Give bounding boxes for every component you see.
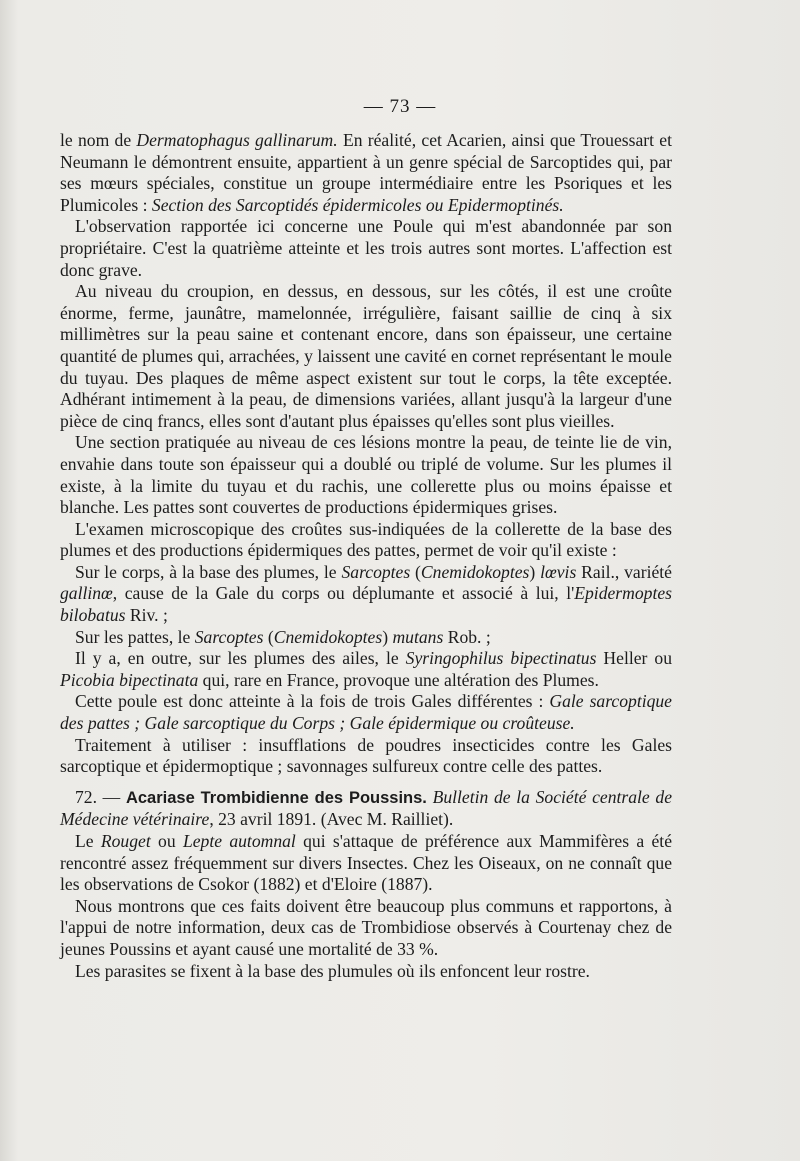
entry-72-heading	[60, 787, 672, 831]
text-run: )	[382, 626, 393, 647]
disease-list: Gale sarcoptique des pattes ; Gale sarcoptique du Corps ; Gale épidermique ou croûteuse.	[60, 691, 672, 734]
species-name: Cnemidokoptes	[273, 626, 383, 647]
text-run: )	[529, 561, 541, 582]
body-text	[60, 130, 672, 982]
text-run: Rob. ;	[443, 626, 491, 647]
paragraph-9	[60, 691, 672, 734]
section-name: Section des Sarcoptidés épidermicoles ou Epidermoptinés.	[151, 194, 564, 215]
species-name: mutans	[392, 626, 444, 647]
entry-citation: , 23 avril 1891. (Avec M. Railliet).	[209, 809, 454, 830]
paragraph-4: Une section pratiquée au niveau de ces lésions montre la peau, de teinte lie de vin, envahie dans toute son épaisseur qui a doublé ou triplé de volume. Sur les plumes il existe, à la limite du tuyau et du rachis, une collerette plus ou moins épaisse et blanche. Les pattes sont couvertes de productions épidermiques grises.	[60, 432, 672, 518]
species-name: Lepte automnal	[182, 831, 296, 851]
text-run: Cette poule est donc atteinte à la fois de trois Gales différentes :	[75, 691, 550, 712]
text-run: Rail., variété	[576, 561, 672, 582]
species-name: Syringophilus bipectinatus	[405, 648, 597, 669]
text-run: Heller ou	[596, 648, 672, 669]
paragraph-13: Les parasites se fixent à la base des plumules où ils enfoncent leur rostre.	[75, 960, 590, 981]
entry-number: 72. —	[75, 786, 126, 807]
paragraph-12: Nous montrons que ces faits doivent être beaucoup plus communs et rapportons, à l'appui de notre information, deux cas de Trombidiose observés à Courtenay chez de jeunes Poussins et ayant causé une mortalité de 33 %.	[60, 895, 672, 959]
species-name: Dermatophagus gallinarum.	[136, 130, 338, 150]
entry-title: Acariase Trombidienne des Poussins.	[125, 788, 427, 807]
text-run: Sur le corps, à la base des plumes, le	[75, 561, 342, 582]
species-name: lœvis	[540, 561, 577, 582]
text-run: (	[263, 626, 274, 647]
text-run: Il y a, en outre, sur les plumes des ailes, le	[75, 648, 406, 669]
paragraph-8	[60, 648, 672, 691]
paragraph-10: Traitement à utiliser : insufflations de poudres insecticides contre les Gales sarcoptique et épidermoptique ; savonnages sulfureux contre celle des pattes.	[60, 734, 672, 777]
species-name: Sarcoptes	[194, 626, 264, 647]
text-run: Le	[75, 831, 101, 851]
paragraph-6	[60, 562, 672, 627]
journal-name: Bulletin de la Société centrale de Médecine vétérinaire	[60, 786, 673, 830]
species-name: Sarcoptes	[341, 561, 411, 582]
species-name: Picobia bipectinata	[60, 669, 199, 690]
species-name: Cnemidokoptes	[420, 561, 530, 582]
paragraph-5: L'examen microscopique des croûtes sus-indiquées de la collerette de la base des plumes et des productions épidermiques des pattes, permet de voir qu'il existe :	[60, 518, 672, 561]
page-number: — 73 —	[363, 96, 437, 117]
paragraph-3: Au niveau du croupion, en dessus, en dessous, sur les côtés, il est une croûte énorme, ferme, jaunâtre, mamelonnée, irrégulière, faisant saillie de cinq à six millimètres sur la peau saine et contenant encore, dans son épaisseur, une certaine quantité de plumes qui, arrachées, y laissent une cavité en cornet représentant le moule du tuyau. Des plaques de même aspect existent sur tout le corps, la tête exceptée. Adhérant intimement à la peau, de dimensions variées, allant jusqu'à la largeur d'une pièce de cinq francs, elles sont d'autant plus épaisses qu'elles sont plus vieilles.	[60, 281, 672, 431]
paragraph-2: L'observation rapportée ici concerne une Poule qui m'est abandonnée par son propriétaire. C'est la quatrième atteinte et les trois autres sont mortes. L'affection est donc grave.	[60, 216, 672, 280]
species-name: Rouget	[100, 831, 151, 851]
species-name: Epidermoptes bilobatus	[60, 583, 672, 626]
text-run: , cause de la Gale du corps ou déplumante et associé à lui, l'	[112, 583, 575, 604]
text-run: (	[410, 561, 421, 582]
text-run: Riv. ;	[125, 605, 168, 626]
paragraph-11	[60, 831, 672, 896]
text-run: le nom de	[60, 130, 137, 150]
text-run: ou	[150, 831, 183, 851]
paragraph-1	[60, 130, 672, 216]
text-run: qui s'attaque de préférence aux Mammifères a été rencontré assez fréquemment sur divers Insectes. Chez les Oiseaux, on ne connaît que les observations de Csokor (1882) et d'Eloire (1887).	[60, 831, 673, 895]
text-run: En réalité, cet Acarien, ainsi que Trouessart et Neumann le démontrent ensuite, appartient à un genre spécial de Sarcoptides qui, par ses mœurs spéciales, constitue un groupe intermédiaire entre les Psoriques et les Plumicoles :	[60, 130, 673, 215]
text-run: Sur les pattes, le	[75, 626, 195, 647]
paragraph-7	[60, 627, 672, 649]
text-run: qui, rare en France, provoque une altération des Plumes.	[198, 669, 599, 690]
species-name: gallinœ	[60, 583, 113, 604]
